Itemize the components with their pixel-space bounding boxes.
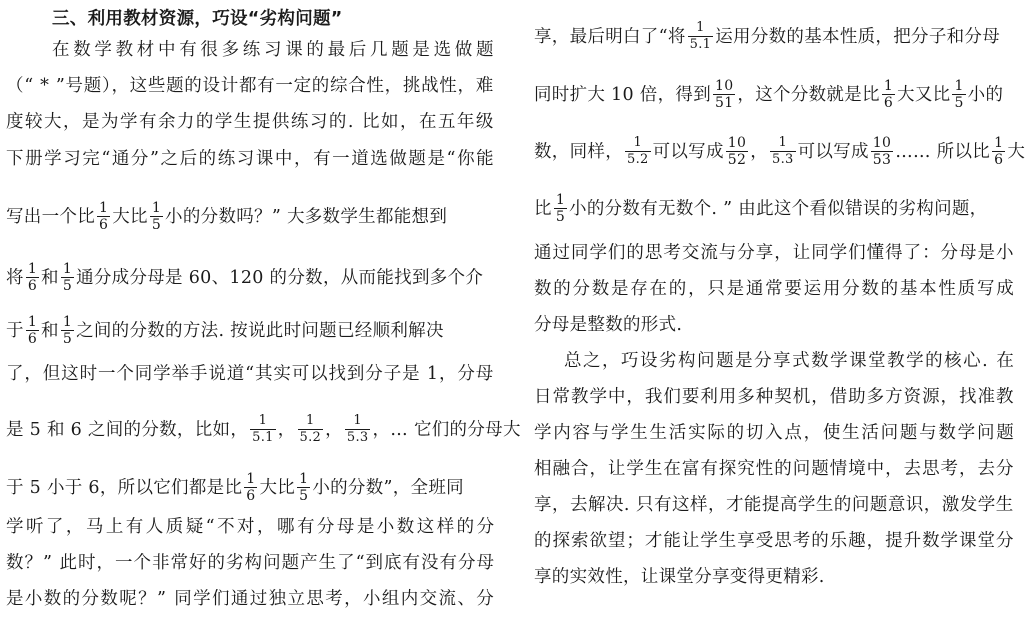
- paragraph-line: 学内容与学生生活实际的切入点，使生活问题与数学问题: [534, 423, 1016, 443]
- paragraph-line: 相融合，让学生在富有探究性的问题情境中，去思考，去分: [534, 459, 1015, 479]
- fraction-ten-over-fifty-two: $\frac{10}{52}$: [727, 135, 747, 168]
- paragraph-line: 享的实效性，让课堂分享变得更精彩.: [534, 567, 825, 587]
- fraction-one-fifth: $\frac{1}{5}$: [555, 192, 566, 225]
- paragraph-line: 分母是整数的形式.: [534, 315, 683, 335]
- fraction-one-sixth: $\frac{1}{6}$: [27, 261, 38, 294]
- paragraph-line: 写出一个比 $\frac{1}{6}$ 大比 $\frac{1}{5}$ 小的分数吗？” 大多数学生都能想到: [6, 200, 448, 233]
- paragraph-line: 度较大，是为学有余力的学生提供练习的. 比如，在五年级: [6, 112, 495, 132]
- paragraph-line: 通过同学们的思考交流与分享，让同学们懂得了：分母是小: [534, 243, 1015, 263]
- paragraph-line: 比 $\frac{1}{5}$ 小的分数有无数个. ” 由此这个看似错误的劣构问题，: [534, 192, 988, 225]
- paragraph-line: 总之，巧设劣构问题是分享式数学课堂教学的核心. 在: [564, 351, 1016, 371]
- fraction-ten-over-fifty-three: $\frac{10}{53}$: [872, 135, 892, 168]
- paragraph-line: 于 $\frac{1}{6}$ 和 $\frac{1}{5}$ 之间的分数的方法. 按说此时问题已经顺利解决: [6, 314, 444, 347]
- paragraph-line: 享，最后明白了“将 $\frac{1}{5.1}$ 运用分数的基本性质，把分子和分母: [534, 20, 1001, 52]
- fraction-one-sixth: $\frac{1}{6}$: [883, 78, 894, 111]
- paragraph-line: 的探索欲望；才能让学生享受思考的乐趣，提升数学课堂分: [534, 531, 1015, 551]
- paragraph-line: 是 5 和 6 之间的分数，比如， $\frac{1}{5.1}$ ， $\frac{1}{5.2}$ ， $\frac{1}{5.3}$ ，… 它们的分母大: [6, 413, 521, 445]
- paragraph-line: 于 5 小于 6，所以它们都是比 $\frac{1}{6}$ 大比 $\frac{1}{5}$ 小的分数”，全班同: [6, 471, 464, 504]
- fraction-one-over-5-1: $\frac{1}{5.1}$: [689, 20, 712, 52]
- fraction-one-over-5-2: $\frac{1}{5.2}$: [299, 413, 322, 445]
- fraction-one-sixth: $\frac{1}{6}$: [994, 135, 1004, 168]
- section-heading: 三、利用教材资源，巧设“劣构问题”: [52, 9, 343, 29]
- paragraph-line: 学听了，马上有人质疑“不对，哪有分母是小数这样的分: [6, 517, 497, 537]
- fraction-one-fifth: $\frac{1}{5}$: [62, 314, 73, 347]
- fraction-one-fifth: $\frac{1}{5}$: [151, 200, 162, 233]
- paragraph-line: 是小数的分数呢？” 同学们通过独立思考，小组内交流、分: [6, 589, 496, 609]
- fraction-one-sixth: $\frac{1}{6}$: [27, 314, 38, 347]
- fraction-one-sixth: $\frac{1}{6}$: [246, 471, 256, 504]
- paragraph-line: 数，同样， $\frac{1}{5.2}$ 可以写成 $\frac{10}{52}$ ， $\frac{1}{5.3}$ 可以写成 $\frac{10}{53}$ …… 所以比 $\frac{1}{6}$ 大: [534, 135, 1025, 168]
- fraction-ten-over-fifty-one: $\frac{10}{51}$: [715, 78, 734, 111]
- fraction-one-fifth: $\frac{1}{5}$: [954, 78, 964, 111]
- paragraph-line: 日常教学中，我们要利用多种契机，借助多方资源，找准教: [534, 387, 1015, 407]
- fraction-one-sixth: $\frac{1}{6}$: [99, 200, 109, 233]
- fraction-one-over-5-1: $\frac{1}{5.1}$: [252, 413, 274, 445]
- fraction-one-over-5-2: $\frac{1}{5.2}$: [627, 135, 649, 167]
- fraction-one-fifth: $\frac{1}{5}$: [299, 471, 309, 504]
- paragraph-line: 了，但这时一个同学举手说道“其实可以找到分子是 1，分母: [6, 364, 495, 384]
- paragraph-line: 享，去解决. 只有这样，才能提高学生的问题意识，激发学生: [534, 495, 1014, 515]
- paragraph-line: 数？” 此时，一个非常好的劣构问题产生了“到底有没有分母: [6, 553, 496, 573]
- paragraph-line: 在数学教材中有很多练习课的最后几题是选做题: [52, 40, 498, 60]
- paragraph-line: 下册学习完“通分”之后的练习课中，有一道选做题是“你能: [6, 149, 496, 169]
- fraction-one-over-5-3: $\frac{1}{5.3}$: [346, 413, 369, 445]
- paragraph-line: 同时扩大 10 倍，得到 $\frac{10}{51}$ ，这个分数就是比 $\frac{1}{6}$ 大又比 $\frac{1}{5}$ 小的: [534, 78, 1004, 111]
- fraction-one-over-5-3: $\frac{1}{5.3}$: [772, 135, 794, 167]
- paragraph-line: 将 $\frac{1}{6}$ 和 $\frac{1}{5}$ 通分成分母是 60、120 的分数，从而能找到多个介: [6, 261, 484, 294]
- paragraph-line: （“ * ”号题），这些题的设计都有一定的综合性，挑战性，难: [6, 76, 494, 96]
- paragraph-line: 数的分数是存在的，只是通常要运用分数的基本性质写成: [534, 279, 1016, 299]
- fraction-one-fifth: $\frac{1}{5}$: [62, 261, 73, 294]
